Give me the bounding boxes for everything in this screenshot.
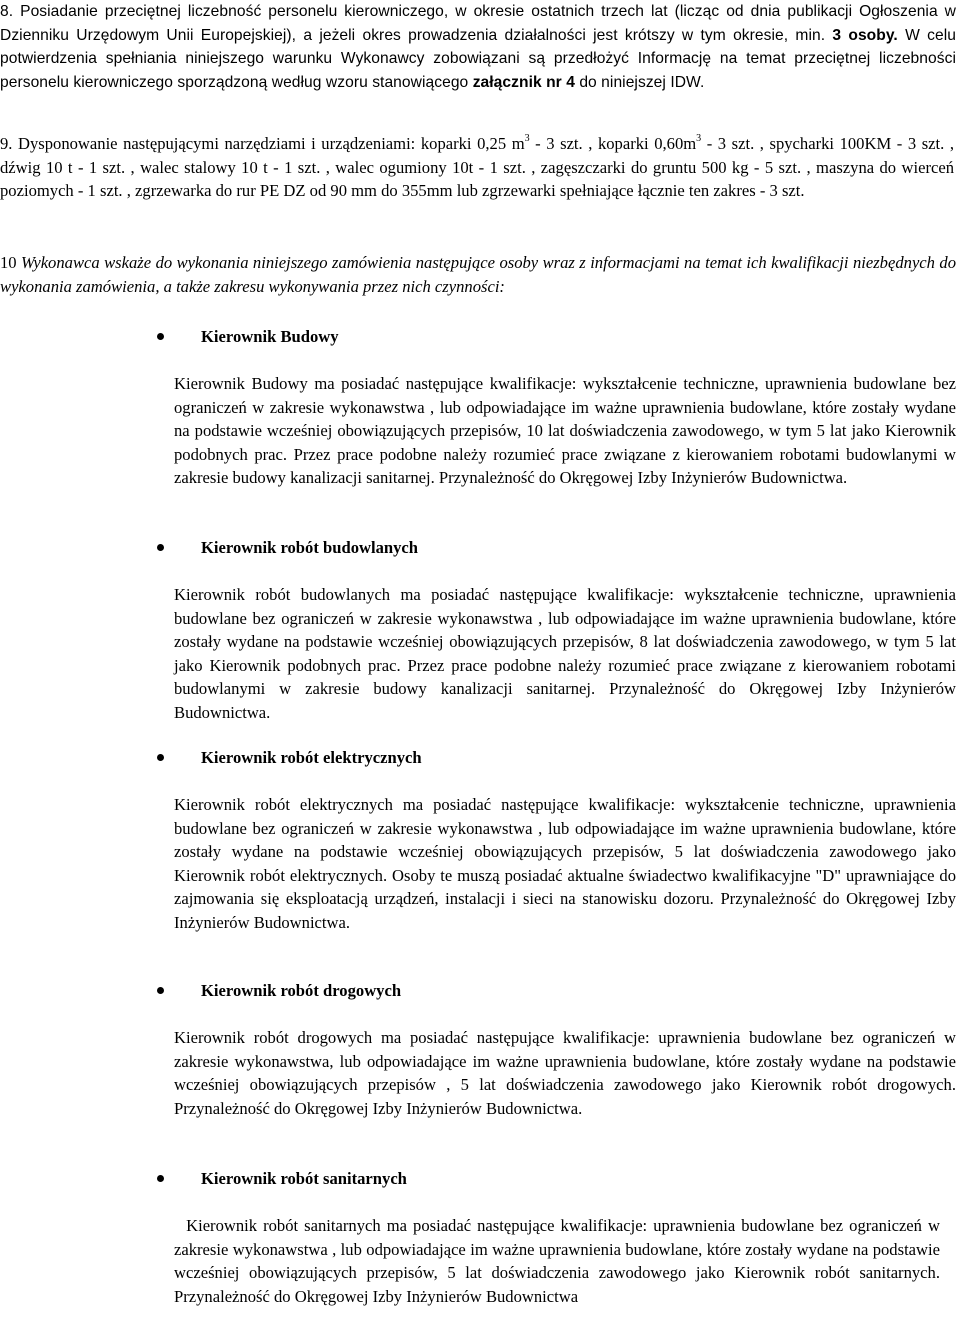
bullet-icon [157,754,164,761]
bullet-icon [157,1175,164,1182]
bullet-icon [157,987,164,994]
section-heading-text: Kierownik robót budowlanych [201,538,418,557]
item-9-text-a: 9. Dysponowanie następującymi narzędziami i urządzeniami: koparki 0,25 m [0,134,525,153]
section-heading [157,746,422,770]
section-body: Kierownik Budowy ma posiadać następujące kwalifikacje: wykształcenie techniczne, uprawnienia budowlane bez ograniczeń w zakresie wykonawstwa , lub odpowiadające im ważne uprawnienia budowlane, które zostały wydane na podstawie wcześniej obowiązujących przepisów, 10 lat doświadczenia zawodowego, w tym 5 lat jako Kierownik podobnych prac. Przez prace podobne należy rozumieć prace związane z kierowaniem robotami budowlanymi w zakresie budowy kanalizacji sanitarnej. Przynależność do Okręgowej Izby Inżynierów Budownictwa. [174,374,956,487]
item-9-text-b: - 3 szt. , koparki 0,60m [529,134,697,153]
section-body: Kierownik robót elektrycznych ma posiadać następujące kwalifikacje: wykształcenie techniczne, uprawnienia budowlane bez ograniczeń w zakresie wykonawstwa , lub odpowiadające im ważne uprawnienia budowlane, które zostały wydane na podstawie wcześniej obowiązujących przepisów, 5 lat doświadczenia zawodowego jako Kierownik robót elektrycznych. Osoby te muszą posiadać aktualne świadectwo kwalifikacyjne "D" uprawniające do zajmowania się eksploatacją urządzeń, instalacji i sieci na stanowisku dozoru. Przynależność do Okręgowej Izby Inżynierów Budownictwa. [174,795,956,932]
section-heading-text: Kierownik robót elektrycznych [201,748,422,767]
item-10-number: 10 [0,253,17,272]
item-9-sup-a: 3 [524,133,530,145]
item-8-text-c: W celu potwierdzenia spełniania niniejszego warunku Wykonawcy zobowiązani są przedłożyć Informację na temat przeciętnej liczebności personelu kierowniczego sporządzoną według wzoru stanowiącego [0,26,956,91]
section-heading-text: Kierownik robót drogowych [201,981,402,1000]
item-8-min-persons: 3 osoby. [832,26,898,44]
section-heading-text: Kierownik robót sanitarnych [201,1169,407,1188]
bullet-icon [157,333,164,340]
section-heading-text: Kierownik Budowy [201,327,339,346]
item-9-sup-b: 3 [696,133,702,145]
paragraph-item-8 [0,0,956,94]
paragraph-item-9 [0,132,954,203]
section-heading [157,536,418,560]
section-heading [157,979,401,1003]
item-8-text-a: 8. Posiadanie przeciętnej liczebność personelu kierowniczego, w okresie ostatnich trzech lat (licząc od dnia publikacji Ogłoszenia w Dzienniku Urzędowym Unii Europejskiej), a jeżeli okres prowadzenia działalności jest krótszy w tym okresie, min. [0,3,956,44]
paragraph-item-10 [0,251,956,298]
item-8-text-e: do niniejszej IDW. [574,73,705,91]
section-heading [157,1167,407,1191]
item-8-attachment-ref: załącznik nr 4 [472,73,575,91]
section-body: Kierownik robót drogowych ma posiadać następujące kwalifikacje: uprawnienia budowlane bez ograniczeń w zakresie wykonawstwa, lub odpowiadające im ważne uprawnienia budowlane, które zostały wydane na podstawie wcześniej obowiązujących przepisów , 5 lat doświadczenia zawodowego jako Kierownik robót drogowych. Przynależność do Okręgowej Izby Inżynierów Budownictwa. [174,1028,956,1118]
section-heading [157,325,339,349]
item-9-text-c: - 3 szt. , spycharki 100KM - 3 szt. , dźwig 10 t - 1 szt. , walec stalowy 10 t - 1 szt. , walec ogumiony 10t - 1 szt. , zagęszczarki do gruntu 500 kg - 5 szt. , maszyna do wierceń poziomych - 1 szt. , zgrzewarka do rur PE DZ od 90 mm do 355mm lub zgrzewarki spełniające łącznie ten zakres - 3 szt. [0,134,954,200]
section-body: Kierownik robót budowlanych ma posiadać następujące kwalifikacje: wykształcenie techniczne, uprawnienia budowlane bez ograniczeń w zakresie wykonawstwa , lub odpowiadające im ważne uprawnienia budowlane, które zostały wydane na podstawie wcześniej obowiązujących przepisów, 8 lat doświadczenia zawodowego, w tym 5 lat jako Kierownik podobnych prac. Przez prace podobne należy rozumieć prace związane z kierowaniem robotami budowlanymi w zakresie budowy kanalizacji sanitarnej. Przynależność do Okręgowej Izby Inżynierów Budownictwa. [174,585,956,722]
item-10-intro: Wykonawca wskaże do wykonania niniejszego zamówienia następujące osoby wraz z informacjami na temat ich kwalifikacji niezbędnych do wykonania zamówienia, a także zakresu wykonywania przez nich czynności: [0,253,956,296]
bullet-icon [157,544,164,551]
section-body: Kierownik robót sanitarnych ma posiadać następujące kwalifikacje: uprawnienia budowlane bez ograniczeń w zakresie wykonawstwa , lub odpowiadające im ważne uprawnienia budowlane, które zostały wydane na podstawie wcześniej obowiązujących przepisów, 5 lat doświadczenia zawodowego jako Kierownik robót sanitarnych. Przynależność do Okręgowej Izby Inżynierów Budownictwa [174,1216,949,1306]
